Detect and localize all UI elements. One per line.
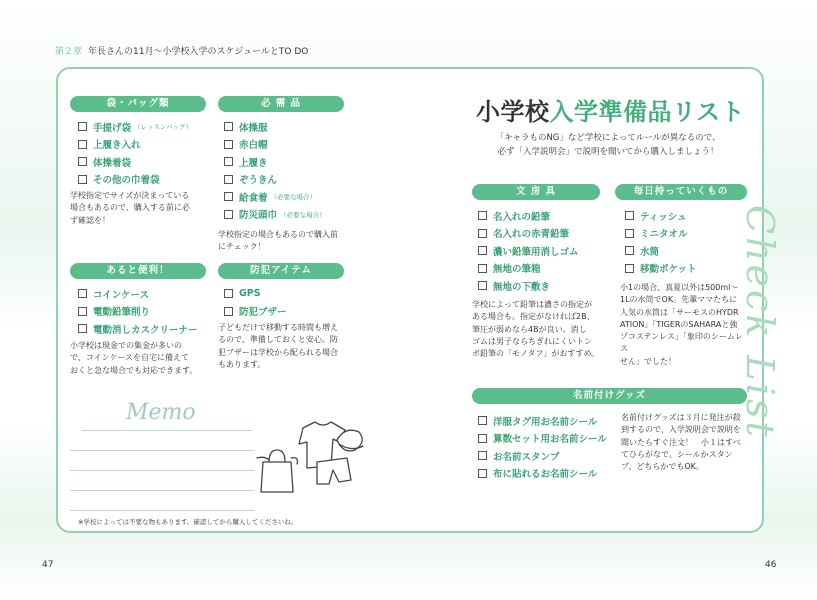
- text-line: ある場合も。指定がなければ2B、: [472, 312, 595, 322]
- checklist-item[interactable]: [478, 207, 579, 225]
- checkbox[interactable]: [224, 122, 233, 131]
- checklist-item[interactable]: [478, 430, 607, 448]
- checklist-item-label: 手提げ袋: [93, 122, 132, 134]
- checkbox[interactable]: [78, 175, 87, 184]
- checklist-item[interactable]: [78, 153, 192, 171]
- checklist-item[interactable]: [224, 153, 326, 171]
- page-number-left: 47: [42, 560, 54, 570]
- required-list: [224, 118, 326, 223]
- section-label-handy: あると便利！: [70, 263, 206, 279]
- stationery-note: [472, 299, 607, 360]
- checklist-item-qualifier: （必要な場合）: [270, 193, 317, 202]
- text-line: 学校指定の場合もあるので購入前: [218, 230, 338, 239]
- checkbox[interactable]: [78, 324, 87, 333]
- checklist-item[interactable]: [625, 260, 697, 278]
- page-title: 小学校入学準備品リスト: [476, 98, 746, 126]
- text-line: 1Lの水筒でOK。先輩ママたちに: [620, 295, 738, 305]
- checklist-item-label: 上履き: [239, 157, 268, 169]
- checklist-item-label: 給食着: [239, 192, 268, 204]
- name-goods-note: [621, 412, 749, 473]
- checklist-item-label: 防犯ブザー: [239, 307, 287, 319]
- checkbox[interactable]: [478, 469, 487, 478]
- text-line: 小学校は現金での集金が多いの: [70, 341, 182, 350]
- checkbox[interactable]: [478, 416, 487, 425]
- text-line: プ、どちらかでもOK。: [621, 462, 704, 472]
- checklist-item-qualifier: （必要な場合）: [280, 210, 326, 219]
- section-label-required: 必 需 品: [218, 96, 344, 112]
- text-line: るので、準備しておくと安心。防: [218, 335, 338, 345]
- checklist-item-label: ティッシュ: [640, 211, 687, 223]
- text-line: ATION」「TIGERのSAHARAと強: [620, 319, 738, 329]
- checklist-item[interactable]: [224, 188, 326, 206]
- checklist-item-label: 移動ポケット: [640, 264, 697, 276]
- checklist-item[interactable]: [478, 260, 579, 278]
- checkbox[interactable]: [78, 307, 87, 316]
- checkbox[interactable]: [478, 229, 487, 238]
- text-line: で、コインケースを自宅に備えて: [70, 353, 190, 363]
- checklist-item[interactable]: [478, 465, 607, 483]
- checklist-item-label: 名入れの赤青鉛筆: [493, 229, 570, 241]
- checklist-item[interactable]: [78, 303, 198, 321]
- checklist-item-label: 上履き入れ: [93, 140, 141, 152]
- checkbox[interactable]: [224, 289, 233, 298]
- checkbox[interactable]: [78, 289, 87, 298]
- checklist-item[interactable]: [224, 206, 326, 224]
- name-goods-list: [478, 412, 607, 482]
- checklist-item-label: その他の巾着袋: [93, 175, 160, 187]
- chapter-title: 年長さんの11月〜小学校入学のスケジュールとTO DO: [88, 47, 309, 57]
- handy-list: [78, 285, 198, 338]
- checkbox[interactable]: [625, 264, 634, 273]
- stationery-list: [478, 207, 579, 295]
- checklist-item-label: 水筒: [640, 246, 660, 258]
- security-list: [224, 285, 287, 320]
- checkbox[interactable]: [478, 451, 487, 460]
- checklist-item-label: 体操服: [239, 122, 268, 134]
- checkbox[interactable]: [224, 157, 233, 166]
- checklist-item-label: 電動消しカスクリーナー: [93, 324, 198, 336]
- bags-list: [78, 118, 192, 188]
- checklist-item-label: 無地の筆箱: [493, 264, 541, 276]
- checklist-item-label: 洋服タグ用お名前シール: [493, 416, 598, 428]
- text-line: 筆圧が弱めなら4Bが良い。消し: [472, 324, 587, 334]
- checklist-item-label: 無地の下敷き: [493, 281, 551, 293]
- checklist-item-label: コインケース: [93, 289, 150, 301]
- checkbox[interactable]: [224, 210, 233, 219]
- text-line: おくと急な場合でも対応できます。: [70, 365, 198, 375]
- checklist-item-label: お名前スタンプ: [493, 451, 560, 463]
- chapter-number: 第２章: [55, 47, 83, 57]
- text-line: 犯ブザーは学校から配られる場合: [218, 347, 338, 357]
- checkbox[interactable]: [478, 264, 487, 273]
- text-line: 学校によって鉛筆は濃さの指定が: [472, 300, 592, 309]
- text-line: 名前付けグッズは３月に発注が殺: [621, 413, 741, 422]
- text-line: ボ鉛筆の「モノタフ」がおすすめ。: [472, 349, 600, 359]
- memo-label: Memo: [126, 400, 196, 425]
- checklist-item[interactable]: [78, 285, 198, 303]
- checklist-item[interactable]: [625, 207, 697, 225]
- checklist-item[interactable]: [478, 277, 579, 295]
- checkbox[interactable]: [625, 229, 634, 238]
- text-line: 子どもだけで移動する時間も増え: [218, 323, 338, 332]
- checklist-item[interactable]: [78, 171, 192, 189]
- text-line: 聞いたらすぐ注文！ 小１はすべ: [621, 437, 741, 447]
- checkbox[interactable]: [224, 192, 233, 201]
- checklist-item-qualifier: （レッスンバッグ）: [134, 123, 193, 132]
- checklist-item[interactable]: [224, 136, 326, 154]
- checklist-item[interactable]: [224, 171, 326, 189]
- checklist-item[interactable]: [78, 136, 192, 154]
- checkbox[interactable]: [625, 246, 634, 255]
- section-label-bags: 袋・バッグ類: [70, 96, 206, 112]
- text-line: もあります。: [218, 359, 266, 369]
- text-line: せん」でした！: [620, 356, 676, 366]
- security-note: [218, 322, 353, 371]
- checkbox[interactable]: [478, 281, 487, 290]
- checklist-item-label: 布に貼れるお名前シール: [493, 469, 598, 481]
- text-line: 「キャラものNG」など学校によってルールが異なるので、: [495, 133, 721, 143]
- checkbox[interactable]: [478, 434, 487, 443]
- check-list-decoration: Check List: [738, 205, 782, 440]
- checklist-item-label: 体操着袋: [93, 157, 132, 169]
- required-note: [218, 229, 350, 254]
- daily-note: [620, 282, 750, 368]
- handy-note: [70, 340, 215, 377]
- section-label-daily: 毎日持っていくもの: [615, 184, 747, 200]
- checklist-item[interactable]: [478, 447, 607, 465]
- text-line: にチェック！: [218, 242, 266, 252]
- page-number-right: 46: [765, 560, 777, 570]
- checklist-item[interactable]: [478, 242, 579, 260]
- checklist-item-label: 赤白帽: [239, 140, 268, 152]
- text-line: 学校指定でサイズが決まっている: [70, 191, 190, 200]
- section-label-name-goods: 名前付けグッズ: [472, 388, 747, 404]
- checklist-item[interactable]: [478, 412, 607, 430]
- text-line: 到するので、入学説明会で説明を: [621, 425, 741, 435]
- checklist-item-label: 電動鉛筆削り: [93, 307, 151, 319]
- checkbox[interactable]: [224, 307, 233, 316]
- checkbox[interactable]: [78, 157, 87, 166]
- section-label-security: 防犯アイテム: [218, 263, 344, 279]
- checklist-item-label: ミニタオル: [640, 229, 688, 241]
- section-label-stationery: 文 房 具: [472, 184, 600, 200]
- checklist-item-label: 防災頭巾: [239, 210, 278, 222]
- bags-note: [70, 190, 210, 227]
- checklist-item[interactable]: [78, 320, 198, 338]
- checkbox[interactable]: [625, 211, 634, 220]
- checklist-item[interactable]: [625, 225, 697, 243]
- checklist-item[interactable]: [478, 225, 579, 243]
- checkbox[interactable]: [224, 175, 233, 184]
- checklist-item-label: ぞうきん: [239, 175, 278, 187]
- checklist-item-label: 名入れの鉛筆: [493, 211, 551, 223]
- daily-list: [625, 207, 697, 277]
- clothes-illustration: [255, 412, 365, 497]
- text-line: ゴムは男子ならちぎれにくいトン: [472, 336, 592, 346]
- text-line: ゾコステンレス」「象印のシームレス: [620, 332, 743, 354]
- checkbox[interactable]: [78, 122, 87, 131]
- checkbox[interactable]: [478, 211, 487, 220]
- intro-text: [472, 131, 744, 159]
- text-line: ず確認を！: [70, 215, 110, 225]
- checklist-item[interactable]: [625, 242, 697, 260]
- running-header: [55, 44, 308, 57]
- checklist-item-label: GPS: [239, 288, 261, 300]
- checklist-item[interactable]: [224, 118, 326, 136]
- text-line: 場合もあるので、購入する前に必: [70, 203, 190, 213]
- checklist-item-label: 算数セット用お名前シール: [493, 434, 607, 446]
- text-line: 人気の水筒は「サーモスのHYDR: [620, 307, 739, 317]
- footnote: ※学校によっては不要な物もあります。確認してから購入してくださいね。: [78, 518, 298, 526]
- text-line: 必ず「入学説明会」で説明を聞いてから購入しましょう！: [497, 147, 719, 157]
- text-line: てひらがなで。シールかスタン: [621, 449, 733, 459]
- checklist-item[interactable]: [78, 118, 192, 136]
- checkbox[interactable]: [224, 140, 233, 149]
- text-line: 小1の場合、真夏以外は500ml〜: [620, 283, 739, 292]
- checkbox[interactable]: [478, 246, 487, 255]
- checklist-item[interactable]: [224, 285, 287, 303]
- checklist-item[interactable]: [224, 303, 287, 321]
- checklist-item-label: 濃い鉛筆用消しゴム: [493, 246, 579, 258]
- checkbox[interactable]: [78, 140, 87, 149]
